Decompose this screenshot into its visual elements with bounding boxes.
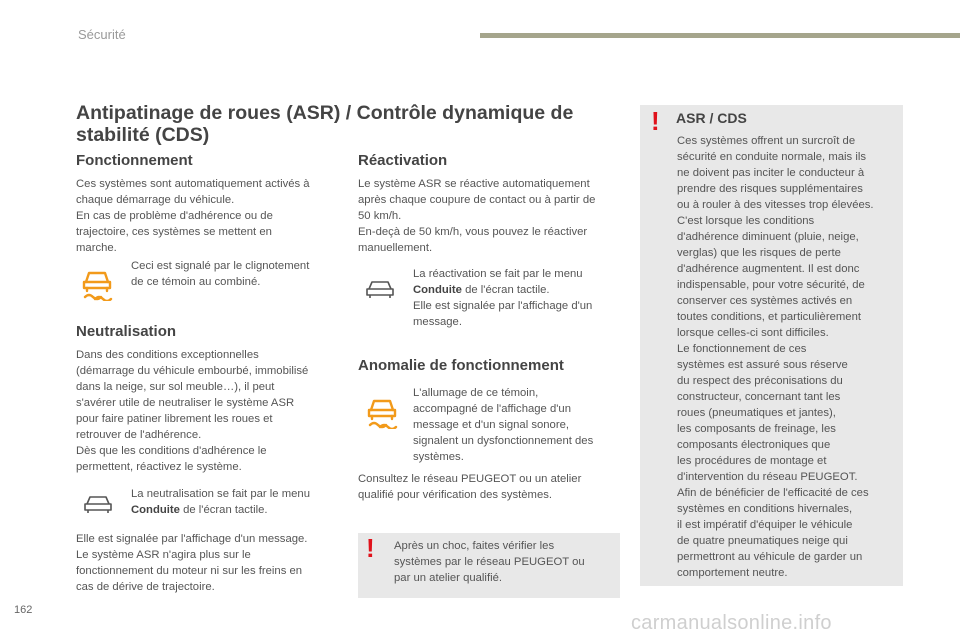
- neutralisation-text: [76, 347, 308, 475]
- text-line: systèmes par le réseau PEUGEOT ou: [394, 556, 585, 568]
- text-line: [131, 502, 310, 518]
- text-line: systèmes en conditions hivernales,: [677, 503, 853, 515]
- text-line: permettront au véhicule de garder un: [677, 551, 863, 563]
- text-line: comportement neutre.: [677, 567, 788, 579]
- sidebar-text: [677, 133, 874, 581]
- text-line: s'avérer utile de neutraliser le système ASR: [76, 397, 295, 409]
- text-line: conserver ces systèmes activés en: [677, 295, 853, 307]
- header-bar: [480, 33, 960, 38]
- text-line: indispensable, pour votre sécurité, de: [677, 279, 865, 291]
- text-line: de ce témoin au combiné.: [131, 276, 261, 288]
- text-line: Dans des conditions exceptionnelles: [76, 349, 259, 361]
- text-line: L'allumage de ce témoin,: [413, 387, 539, 399]
- page-number: 162: [14, 604, 33, 616]
- car-settings-icon: [82, 492, 114, 521]
- exclamation-icon: !: [651, 106, 660, 136]
- text-line: La réactivation se fait par le menu: [413, 268, 583, 280]
- neutralisation-after-text: [76, 531, 307, 595]
- text-line: ou à rouler à des vitesses trop élevées.: [677, 199, 874, 211]
- sidebar-heading: ASR / CDS: [676, 110, 747, 126]
- text-line: systèmes.: [413, 451, 464, 463]
- neutralisation-menu-text: [131, 486, 310, 518]
- text-line: systèmes est assuré sous réserve: [677, 359, 848, 371]
- page-title-line-1: Antipatinage de roues (ASR) / Contrôle dynamique de: [76, 102, 574, 124]
- text-line: En cas de problème d'adhérence ou de: [76, 210, 273, 222]
- text-line: sécurité en conduite normale, mais ils: [677, 151, 866, 163]
- text-line: Ces systèmes sont automatiquement activés à: [76, 178, 310, 190]
- text-line: d'adhérence diminuent (pluie, neige,: [677, 231, 859, 243]
- exclamation-icon: !: [366, 533, 375, 563]
- text-line: Ces systèmes offrent un surcroît de: [677, 135, 856, 147]
- page-title: [76, 102, 616, 146]
- reactivation-menu-text: [413, 266, 592, 330]
- watermark: carmanualsonline.info: [631, 612, 832, 634]
- text-line: En-deçà de 50 km/h, vous pouvez le réactiver: [358, 226, 588, 238]
- text-line: verglas) que les risques de perte: [677, 247, 841, 259]
- note-text: [394, 538, 585, 586]
- text-line: les procédures de montage et: [677, 455, 827, 467]
- text-line: message et d'un signal sonore,: [413, 419, 570, 431]
- menu-rest: de l'écran tactile.: [179, 504, 268, 516]
- text-line: (démarrage du véhicule embourbé, immobilisé: [76, 365, 309, 377]
- text-line: Consultez le réseau PEUGEOT ou un atelier: [358, 473, 582, 485]
- text-line: du respect des préconisations du: [677, 375, 843, 387]
- page-title-line-2: stabilité (CDS): [76, 124, 210, 146]
- text-line: toutes conditions, et particulièrement: [677, 311, 861, 323]
- fonctionnement-text: [76, 176, 310, 256]
- reactivation-heading: Réactivation: [358, 152, 448, 169]
- text-line: roues (pneumatiques et jantes),: [677, 407, 836, 419]
- text-line: message.: [413, 316, 462, 328]
- text-line: cas de dérive de trajectoire.: [76, 581, 215, 593]
- skid-warning-icon: [79, 265, 115, 306]
- text-line: par un atelier qualifié.: [394, 572, 503, 584]
- text-line: prendre des risques supplémentaires: [677, 183, 863, 195]
- text-line: qualifié pour vérification des systèmes.: [358, 489, 553, 501]
- text-line: Après un choc, faites vérifier les: [394, 540, 555, 552]
- text-line: Elle est signalée par l'affichage d'un: [413, 300, 593, 312]
- text-line: Le système ASR se réactive automatiquement: [358, 178, 590, 190]
- car-settings-icon: [364, 277, 396, 306]
- text-line: après chaque coupure de contact ou à partir de: [358, 194, 596, 206]
- text-line: signalent un dysfonctionnement des: [413, 435, 594, 447]
- text-line: retrouver de l'adhérence.: [76, 429, 202, 441]
- text-line: d'adhérence augmentent. Il est donc: [677, 263, 860, 275]
- reactivation-text: [358, 176, 595, 256]
- text-line: trajectoire, ces systèmes se mettent en: [76, 226, 272, 238]
- text-line: composants électroniques que: [677, 439, 831, 451]
- text-line: Ceci est signalé par le clignotement: [131, 260, 310, 272]
- text-line: ne doivent pas inciter le conducteur à: [677, 167, 865, 179]
- anomalie-icon-text: [413, 385, 593, 465]
- text-line: Le fonctionnement de ces: [677, 343, 807, 355]
- text-line: [413, 282, 592, 298]
- text-line: Afin de bénéficier de l'efficacité de ces: [677, 487, 869, 499]
- text-line: C'est lorsque les conditions: [677, 215, 815, 227]
- text-line: d'intervention du réseau PEUGEOT.: [677, 471, 858, 483]
- text-line: lorsque celles-ci sont difficiles.: [677, 327, 829, 339]
- text-line: de quatre pneumatiques neige qui: [677, 535, 848, 547]
- text-line: Le système ASR n'agira plus sur le: [76, 549, 251, 561]
- anomalie-heading: Anomalie de fonctionnement: [358, 357, 564, 374]
- menu-name-conduite: Conduite: [131, 504, 180, 516]
- text-line: accompagné de l'affichage d'un: [413, 403, 571, 415]
- fonctionnement-heading: Fonctionnement: [76, 152, 193, 169]
- text-line: marche.: [76, 242, 117, 254]
- text-line: il est impératif d'équiper le véhicule: [677, 519, 853, 531]
- skid-warning-icon: [364, 393, 400, 434]
- text-line: dans la neige, sur sol meuble…), il peut: [76, 381, 275, 393]
- neutralisation-heading: Neutralisation: [76, 323, 177, 340]
- menu-name-conduite: Conduite: [413, 284, 462, 296]
- text-line: manuellement.: [358, 242, 433, 254]
- text-line: La neutralisation se fait par le menu: [131, 488, 310, 500]
- section-header: Sécurité: [78, 27, 126, 42]
- text-line: chaque démarrage du véhicule.: [76, 194, 235, 206]
- menu-rest: de l'écran tactile.: [461, 284, 550, 296]
- text-line: pour faire patiner librement les roues et: [76, 413, 273, 425]
- fonctionnement-icon-text: [131, 258, 309, 290]
- text-line: 50 km/h.: [358, 210, 402, 222]
- text-line: fonctionnement du moteur ni sur les freins en: [76, 565, 303, 577]
- text-line: permettent, réactivez le système.: [76, 461, 242, 473]
- text-line: les composants de freinage, les: [677, 423, 836, 435]
- text-line: Dès que les conditions d'adhérence le: [76, 445, 267, 457]
- anomalie-text: [358, 471, 581, 503]
- text-line: constructeur, concernant tant les: [677, 391, 841, 403]
- text-line: Elle est signalée par l'affichage d'un message.: [76, 533, 308, 545]
